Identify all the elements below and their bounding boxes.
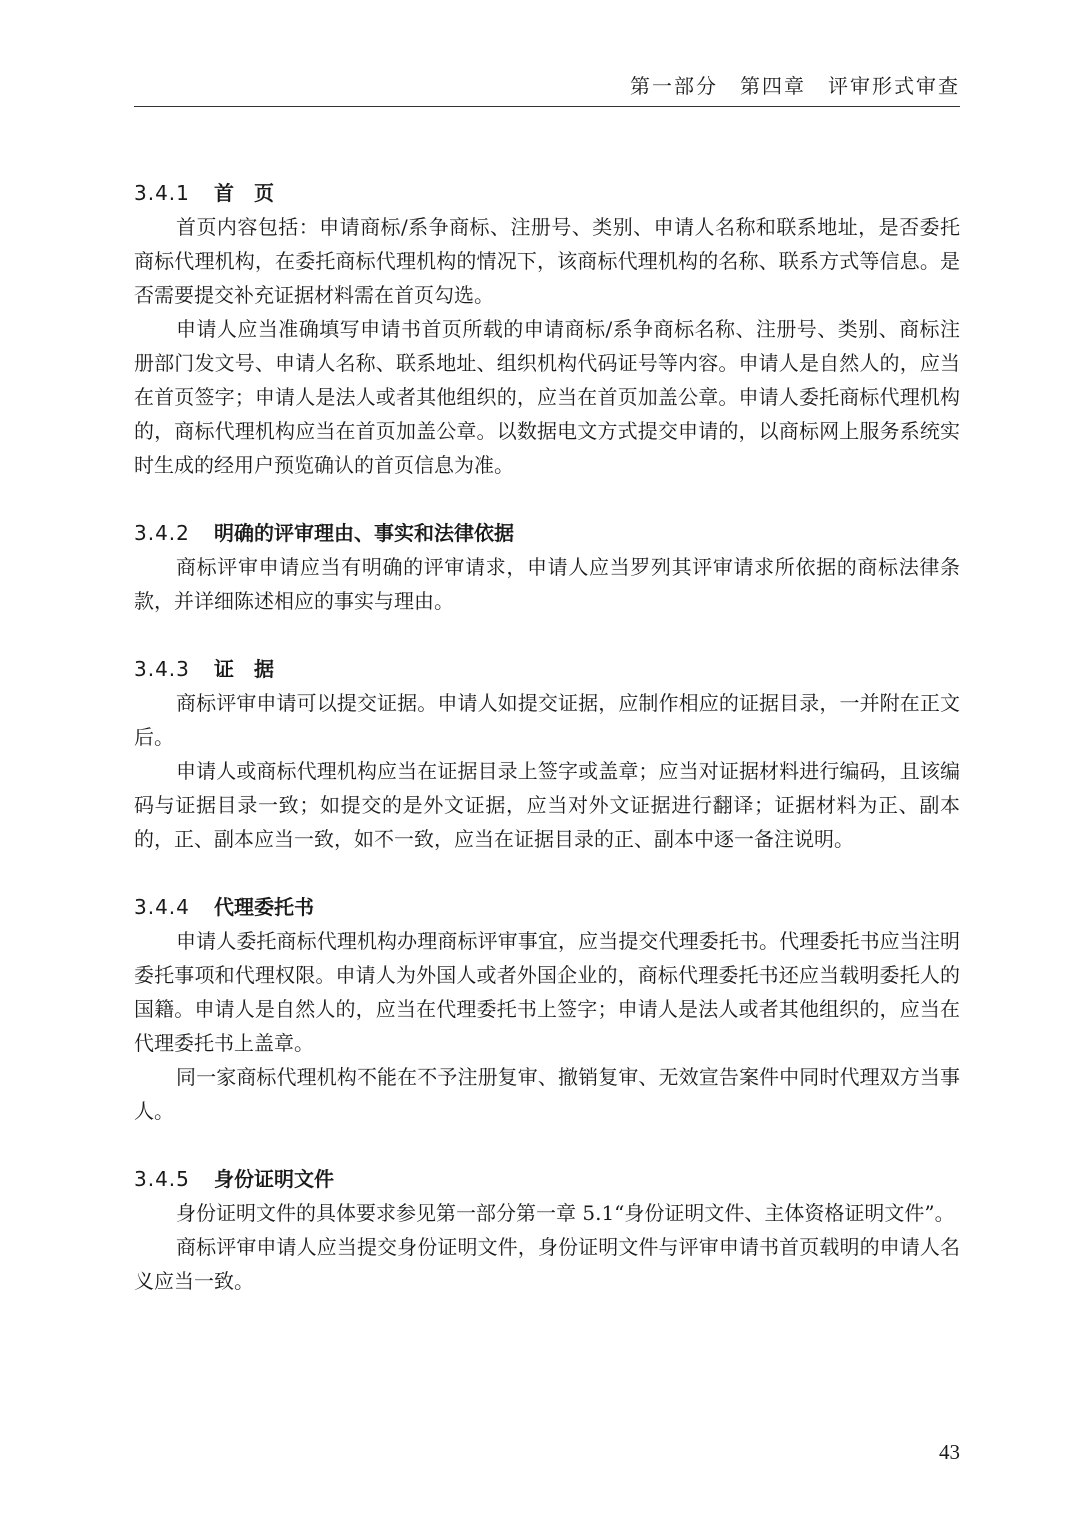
section-3-4-2: [134, 516, 960, 618]
section-number: 3.4.1: [134, 181, 190, 205]
section-3-4-1: [134, 176, 960, 482]
section-heading: [134, 652, 960, 686]
section-number: 3.4.4: [134, 895, 190, 919]
page-number: 43: [939, 1440, 960, 1464]
section-number: 3.4.3: [134, 657, 190, 681]
section-heading: [134, 176, 960, 210]
paragraph: 商标评审申请人应当提交身份证明文件，身份证明文件与评审申请书首页载明的申请人名义应当一致。: [134, 1235, 960, 1293]
section-title: 明确的评审理由、事实和法律依据: [214, 521, 514, 545]
paragraph: 申请人应当准确填写申请书首页所载的申请商标/系争商标名称、注册号、类别、商标注册部门发文号、申请人名称、联系地址、组织机构代码证号等内容。申请人是自然人的，应当在首页签字；申请人是法人或者其他组织的，应当在首页加盖公章。申请人委托商标代理机构的，商标代理机构应当在首页加盖公章。以数据电文方式提交申请的，以商标网上服务系统实时生成的经用户预览确认的首页信息为准。: [134, 317, 960, 477]
paragraph: 商标评审申请应当有明确的评审请求，申请人应当罗列其评审请求所依据的商标法律条款，并详细陈述相应的事实与理由。: [134, 555, 960, 613]
section-heading: [134, 1162, 960, 1196]
section-3-4-3: [134, 652, 960, 856]
section-number: 3.4.2: [134, 521, 190, 545]
paragraph: 同一家商标代理机构不能在不予注册复审、撤销复审、无效宣告案件中同时代理双方当事人。: [134, 1065, 960, 1123]
paragraph: 申请人或商标代理机构应当在证据目录上签字或盖章；应当对证据材料进行编码，且该编码与证据目录一致；如提交的是外文证据，应当对外文证据进行翻译；证据材料为正、副本的，正、副本应当一致，如不一致，应当在证据目录的正、副本中逐一备注说明。: [134, 759, 960, 851]
section-title: 身份证明文件: [214, 1167, 334, 1191]
paragraph: 商标评审申请可以提交证据。申请人如提交证据，应制作相应的证据目录，一并附在正文后。: [134, 691, 960, 749]
section-title: 首 页: [214, 181, 274, 205]
section-heading: [134, 890, 960, 924]
paragraph: 首页内容包括：申请商标/系争商标、注册号、类别、申请人名称和联系地址，是否委托商标代理机构，在委托商标代理机构的情况下，该商标代理机构的名称、联系方式等信息。是否需要提交补充证据材料需在首页勾选。: [134, 215, 960, 307]
running-header: 第一部分 第四章 评审形式审查: [134, 70, 960, 107]
paragraph: 申请人委托商标代理机构办理商标评审事宜，应当提交代理委托书。代理委托书应当注明委托事项和代理权限。申请人为外国人或者外国企业的，商标代理委托书还应当载明委托人的国籍。申请人是自然人的，应当在代理委托书上签字；申请人是法人或者其他组织的，应当在代理委托书上盖章。: [134, 929, 960, 1055]
page-content: [134, 176, 960, 1332]
section-3-4-5: [134, 1162, 960, 1298]
section-heading: [134, 516, 960, 550]
section-number: 3.4.5: [134, 1167, 190, 1191]
section-3-4-4: [134, 890, 960, 1128]
section-title: 证 据: [214, 657, 274, 681]
section-title: 代理委托书: [214, 895, 314, 919]
paragraph: 身份证明文件的具体要求参见第一部分第一章 5.1“身份证明文件、主体资格证明文件”。: [176, 1201, 955, 1225]
